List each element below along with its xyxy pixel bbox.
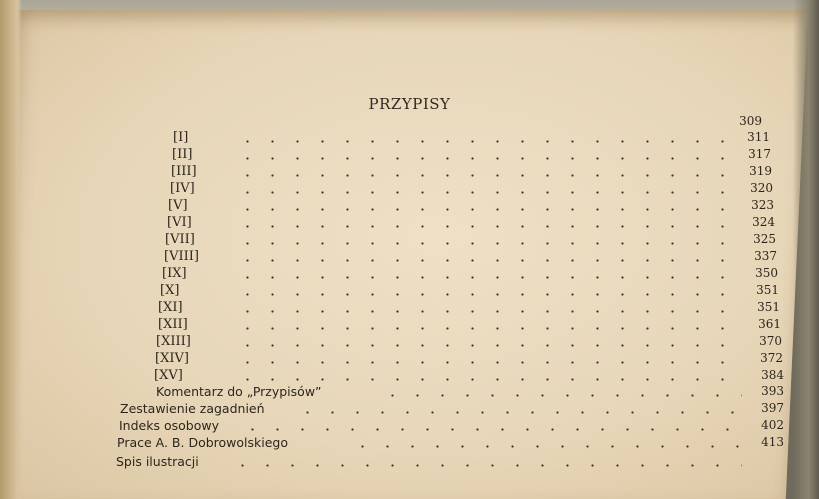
- toc-entry-label: [II]: [172, 147, 193, 162]
- dot-leader: [295, 411, 742, 414]
- toc-entry-label: [X]: [160, 283, 180, 298]
- dot-leader: [235, 140, 728, 143]
- toc-entry-label: Spis ilustracji: [116, 454, 199, 469]
- toc-entry-page-number: 323: [751, 198, 774, 212]
- toc-entry: [0, 232, 819, 250]
- toc-entry-label: [V]: [168, 198, 188, 213]
- toc-entry: [0, 435, 819, 453]
- toc-entry: [0, 401, 819, 419]
- toc-entry-label: [IX]: [162, 266, 187, 281]
- dot-leader: [380, 394, 742, 397]
- toc-entry: [0, 334, 819, 352]
- dot-leader: [235, 208, 732, 211]
- toc-entry: [0, 384, 819, 402]
- toc-entry: [0, 266, 819, 284]
- dot-leader: [235, 327, 739, 330]
- toc-entry: [0, 283, 819, 301]
- dot-leader: [235, 293, 737, 296]
- dot-leader: [240, 428, 742, 431]
- toc-entry: [0, 454, 819, 472]
- toc-entry: [0, 181, 819, 199]
- toc-entry-label: [IV]: [170, 181, 195, 196]
- toc-entry-label: [III]: [171, 164, 197, 179]
- section-title: PRZYPISY: [368, 95, 451, 113]
- dot-leader: [235, 259, 735, 262]
- dot-leader: [235, 378, 742, 381]
- toc-entry-page-number: 351: [757, 300, 780, 314]
- toc-entry: [0, 130, 819, 148]
- dot-leader: [230, 464, 742, 467]
- toc-entry-page-number: 350: [755, 266, 778, 280]
- toc-entry: [0, 351, 819, 369]
- toc-entry-label: Prace A. B. Dobrowolskiego: [117, 435, 289, 450]
- toc-entry-label: [VII]: [165, 232, 195, 247]
- toc-entry: [0, 198, 819, 216]
- dot-leader: [235, 157, 729, 160]
- dot-leader: [235, 174, 730, 177]
- dot-leader: [235, 344, 740, 347]
- toc-entry-page-number: 325: [753, 232, 776, 246]
- dot-leader: [235, 225, 733, 228]
- toc-entry: [0, 147, 819, 165]
- toc-entry-page-number: 393: [761, 384, 784, 398]
- toc-entry-label: Zestawienie zagadnień: [120, 401, 265, 416]
- toc-entry-label: Indeks osobowy: [119, 418, 219, 433]
- toc-entry-page-number: 319: [749, 164, 772, 178]
- title-page-number: 309: [739, 114, 762, 128]
- toc-entry-label: [XI]: [158, 300, 183, 315]
- toc-entry: [0, 164, 819, 182]
- toc-entry-page-number: 413: [761, 435, 784, 449]
- toc-entry-label: [XIII]: [156, 334, 191, 349]
- toc-entry: [0, 317, 819, 335]
- toc-entry-label: [I]: [173, 130, 189, 145]
- toc-entry-page-number: 370: [759, 334, 782, 348]
- toc-entry: [0, 215, 819, 233]
- toc-entry-page-number: 402: [761, 418, 784, 432]
- toc-entry-page-number: 384: [761, 368, 784, 382]
- toc-entry-page-number: 397: [761, 401, 784, 415]
- dot-leader: [235, 276, 736, 279]
- dot-leader: [235, 361, 741, 364]
- toc-entry-page-number: 324: [752, 215, 775, 229]
- toc-entry-label: [VIII]: [164, 249, 199, 264]
- toc-entry-page-number: 311: [747, 130, 770, 144]
- toc-entry-page-number: 317: [748, 147, 771, 161]
- toc-entry-page-number: 372: [760, 351, 783, 365]
- dot-leader: [235, 310, 738, 313]
- toc-entry-page-number: 320: [750, 181, 773, 195]
- toc-entry: [0, 418, 819, 436]
- toc-entry-label: [XIV]: [155, 351, 189, 366]
- dot-leader: [350, 445, 742, 448]
- dot-leader: [235, 191, 731, 194]
- toc-entry-label: [XII]: [158, 317, 188, 332]
- dot-leader: [235, 242, 734, 245]
- toc-entry-label: [VI]: [167, 215, 192, 230]
- toc-entry-page-number: 361: [758, 317, 781, 331]
- toc-entry-label: Komentarz do „Przypisów”: [156, 384, 322, 399]
- toc-entry-page-number: 351: [756, 283, 779, 297]
- toc-entry-page-number: 337: [754, 249, 777, 263]
- toc-entry: [0, 300, 819, 318]
- toc-entry-label: [XV]: [154, 368, 183, 383]
- toc-entry: [0, 249, 819, 267]
